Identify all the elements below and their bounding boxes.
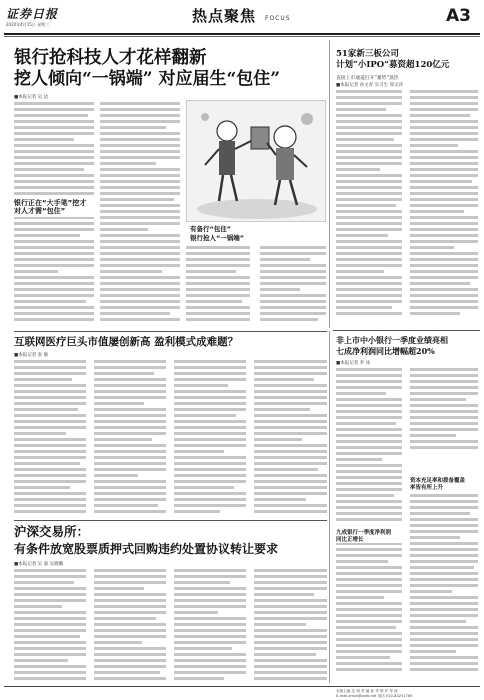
- column-divider: [329, 40, 330, 328]
- lead-subhead-line-1: 银行正在“大手笔”挖才: [14, 199, 87, 207]
- right-mid-subhead-line-1: 资本充足率和拨备覆盖: [410, 478, 466, 484]
- masthead-rule-thin: [4, 36, 480, 37]
- footer-rule: [4, 686, 480, 687]
- footer-note: 本版主编 沈 明 责 编 孙 华 制 作 李 波: [336, 689, 398, 693]
- right-mid-headline: 非上市中小银行一季度业绩亮相: [336, 335, 448, 345]
- right-top-headline: 51家新三板公司: [336, 49, 399, 59]
- lead-body-col2: [100, 102, 180, 328]
- issue-date: 2020年4月15日 星期三: [6, 22, 50, 27]
- hkex-headline-2: 有条件放宽股票质押式回购违约处置协议转让要求: [14, 542, 279, 556]
- right-mid-top-rule: [333, 330, 480, 331]
- right-mid-body: [336, 368, 478, 674]
- right-mid-subhead-b: [336, 530, 404, 543]
- hkex-top-rule: [14, 520, 327, 521]
- right-mid-subhead: [410, 478, 478, 491]
- right-top-body: [336, 90, 478, 328]
- medical-body: [14, 360, 327, 518]
- cartoon-drawing: [187, 101, 326, 222]
- masthead-rule: [4, 33, 480, 35]
- right-top-byline: ■本报记者 孙文青 实习生 邹文萍: [336, 83, 404, 88]
- right-mid-headline-2: 七成净利润同比增幅超20%: [336, 346, 435, 356]
- right-top-headline-2: 计划“小IPO”募资超120亿元: [336, 60, 450, 70]
- cartoon-illustration: [186, 100, 326, 222]
- right-mid-byline: ■本报记者 李 冰: [336, 361, 371, 366]
- lead-subhead: [14, 198, 94, 217]
- lead-headline-1: 银行抢科技人才花样翻新: [14, 48, 207, 68]
- section-title: 热点聚焦: [192, 7, 257, 25]
- cartoon-caption-line-1: 有备行“包住”: [190, 225, 232, 233]
- paper-name-logo: 证券日报: [6, 7, 59, 21]
- page-number: A3: [446, 6, 471, 26]
- medical-top-rule: [14, 331, 327, 332]
- hkex-headline-1: 沪深交易所：: [14, 524, 90, 539]
- cartoon-caption: [190, 226, 320, 243]
- lead-subhead-line-2: 对人才需“包住”: [14, 207, 66, 216]
- masthead: [0, 0, 484, 38]
- footer-note-2: E-mail:zmzx@zqrb.net 电话 010-83251785: [336, 694, 413, 698]
- right-top-subtitle: 直接上市通道打开“蓄势”蒸热: [336, 76, 399, 81]
- right-mid-subhead-b-line-2: 同比正增长: [336, 536, 364, 543]
- right-mid-subhead-b-line-1: 九成银行一季度净利润: [336, 530, 392, 536]
- medical-headline: 互联网医疗巨头市值屡创新高 盈利模式成难题？: [14, 336, 239, 348]
- column-divider-2: [329, 331, 330, 683]
- lead-headline-2: 挖人倾向“一锅端” 对应届生“包住”: [14, 69, 281, 89]
- hkex-body: [14, 569, 327, 683]
- hkex-byline: ■本报记者 吴 嘉 吴晓璐: [14, 562, 64, 567]
- lead-body-col3: [186, 246, 326, 328]
- right-mid-subhead-line-2: 率皆有所上升: [410, 484, 444, 491]
- lead-byline: ■本报记者 吴 边: [14, 95, 49, 100]
- medical-byline: ■本报记者 张 敏: [14, 353, 49, 358]
- cartoon-caption-line-2: 银行抢人“一锅端”: [190, 233, 245, 242]
- section-title-en: FOCUS: [265, 15, 291, 22]
